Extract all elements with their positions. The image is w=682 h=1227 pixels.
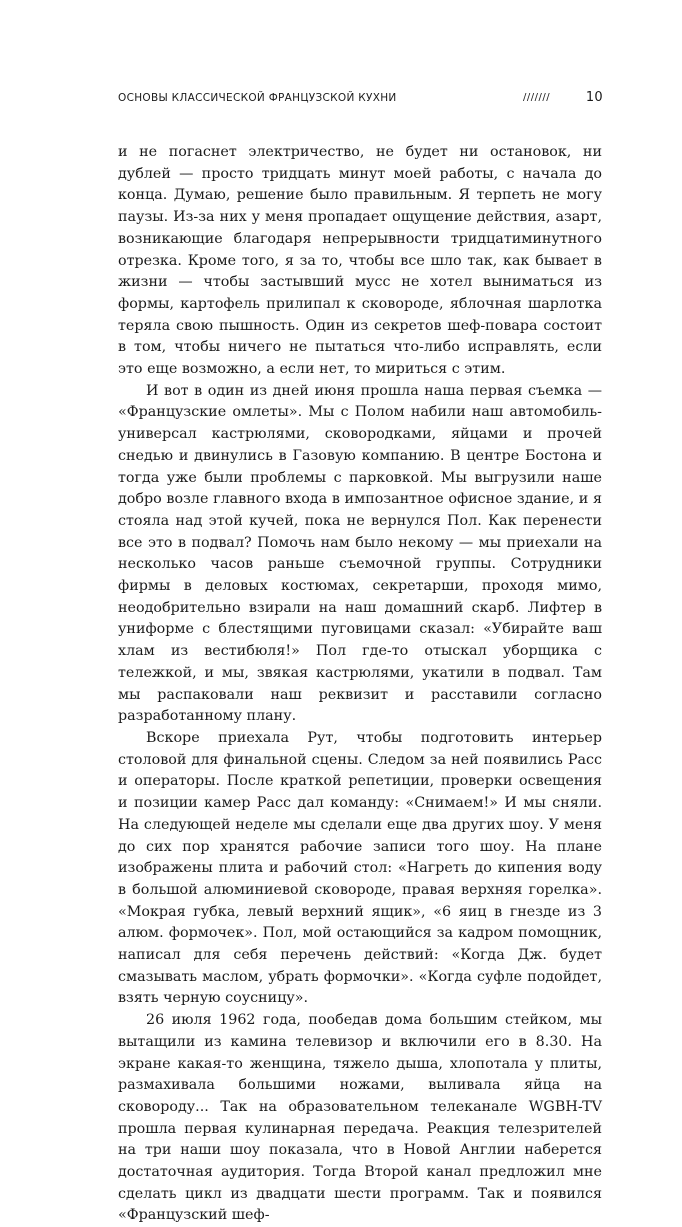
paragraph-first-shoot: И вот в один из дней июня прошла наша первая съемка — «Французские омлеты». Мы с Полом набили наш автомобиль-универсал кастрюлями, сковородками, яйцами и прочей снедью и двинулись в Газовую компанию. В центре Бостона и тогда уже были проблемы с парковкой. Мы выгрузили наше добро возле главного входа в импозантное офисное здание, и я стояла над этой кучей, пока не вернулся Пол. Как перенести все это в подвал? Помочь нам было некому — мы приехали на несколько часов раньше съемочной группы. Сотрудники фирмы в деловых костюмах, секретарши, проходя мимо, неодобрительно взирали на наш домашний скарб. Лифтер в униформе с блестящими пуговицами сказал: «Убирайте ваш хлам из вестибюля!» Пол где-то отыскал уборщика с тележкой, и мы, звякая кастрюлями, укатили в подвал. Там мы распаковали наш реквизит и расставили согласно разработанному плану.	[118, 382, 602, 725]
running-head	[118, 92, 603, 108]
running-title: ОСНОВЫ КЛАССИЧЕСКОЙ ФРАНЦУЗСКОЙ КУХНИ	[118, 92, 397, 104]
page-number: 10	[585, 90, 603, 105]
ornament-marks: ///////	[523, 92, 551, 103]
paragraph-continued: и не погаснет электричество, не будет ни остановок, ни дублей — просто тридцать минут моей работы, с начала до конца. Думаю, решение было правильным. Я терпеть не могу паузы. Из-за них у меня пропадает ощущение действия, азарт, возникающие благодаря непрерывности тридцатиминутного отрезка. Кроме того, я за то, чтобы все шло так, как бывает в жизни — чтобы застывший мусс не хотел выниматься из формы, картофель прилипал к сковороде, яблочная шарлотка теряла свою пышность. Один из секретов шеф-повара состоит в том, чтобы ничего не пытаться что-либо исправлять, если это еще возможно, а если нет, то мириться с этим.	[118, 144, 602, 378]
paragraph-rehearsal: Вскоре приехала Рут, чтобы подготовить интерьер столовой для финальной сцены. Следом за ней появились Расс и операторы. После краткой репетиции, проверки освещения и позиции камер Расс дал команду: «Снимаем!» И мы сняли. На следующей неделе мы сделали еще два других шоу. У меня до сих пор хранятся рабочие записи того шоу. На плане изображены плита и рабочий стол: «Нагреть до кипения воду в большой алюминиевой сковороде, правая верхняя горелка». «Мокрая губка, левый верхний ящик», «6 яиц в гнезде из 3 алюм. формочек». Пол, мой остающийся за кадром помощник, написал для себя перечень действий: «Когда Дж. будет смазывать маслом, убрать формочки». «Когда суфле подойдет, взять черную соусницу».	[118, 729, 602, 1007]
paragraph-broadcast: 26 июля 1962 года, пообедав дома большим стейком, мы вытащили из камина телевизор и включили его в 8.30. На экране какая-то женщина, тяжело дыша, хлопотала у плиты, размахивала большими ножами, выливала яйца на сковороду... Так на образовательном телеканале WGBH-TV прошла первая кулинарная передача. Реакция телезрителей на три наши шоу показала, что в Новой Англии наберется достаточная аудитория. Тогда Второй канал предложил мне сделать цикл из двадцати шести программ. Так и появился «Французский шеф-	[118, 1012, 602, 1224]
body-text	[118, 142, 602, 1227]
